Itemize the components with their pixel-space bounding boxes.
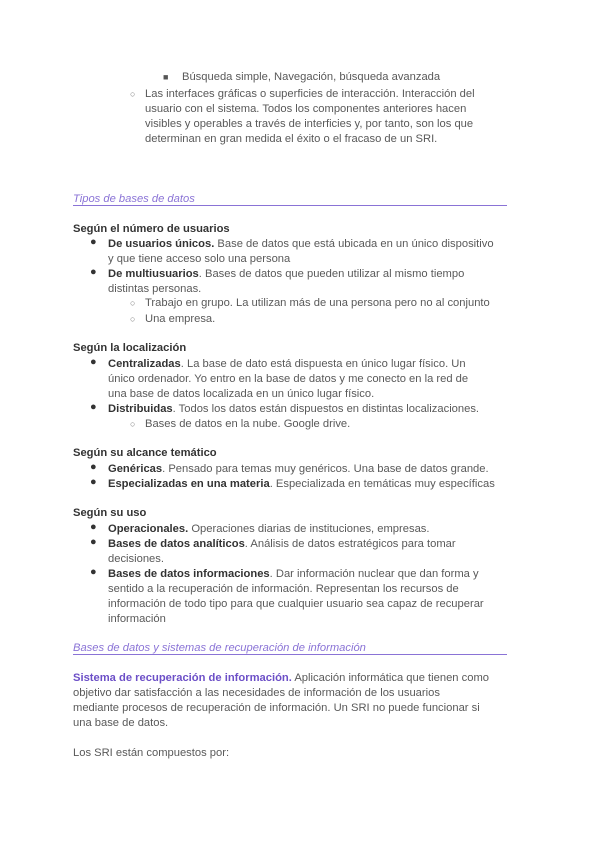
list-item-l2-line: determinan en gran medida el éxito o el fracaso de un SRI. bbox=[145, 133, 438, 145]
list-item: De usuarios únicos. Base de datos que está ubicada en un único dispositivo bbox=[108, 238, 494, 250]
hollow-bullet-icon: ○ bbox=[130, 89, 136, 99]
list-item-l2-line: usuario con el sistema. Todos los componentes anteriores hacen bbox=[145, 103, 467, 115]
filled-bullet-icon: ● bbox=[90, 566, 97, 578]
list-item: Especializadas en una materia. Especializada en temáticas muy específicas bbox=[108, 478, 495, 490]
filled-bullet-icon: ● bbox=[90, 266, 97, 278]
paragraph-line: Sistema de recuperación de información. Aplicación informática que tienen como bbox=[73, 672, 489, 684]
hollow-bullet-icon: ○ bbox=[130, 314, 136, 324]
list-item-line: y que tiene acceso solo una persona bbox=[108, 253, 291, 265]
section-underline bbox=[73, 654, 507, 655]
filled-bullet-icon: ● bbox=[90, 401, 97, 413]
paragraph-line: objetivo dar satisfacción a las necesidades de información de los usuarios bbox=[73, 687, 440, 699]
square-bullet-icon: ■ bbox=[163, 72, 169, 82]
sub-list-item: Trabajo en grupo. La utilizan más de una persona pero no al conjunto bbox=[145, 297, 490, 309]
list-item: Distribuidas. Todos los datos están dispuestos en distintas localizaciones. bbox=[108, 403, 480, 415]
filled-bullet-icon: ● bbox=[90, 536, 97, 548]
list-item: Bases de datos analíticos. Análisis de datos estratégicos para tomar bbox=[108, 538, 456, 550]
section-title-sri[interactable]: Bases de datos y sistemas de recuperación de información bbox=[73, 642, 366, 654]
list-item: Genéricas. Pensado para temas muy genéricos. Una base de datos grande. bbox=[108, 463, 489, 475]
sub-list-item: Una empresa. bbox=[145, 313, 216, 325]
closing-line: Los SRI están compuestos por: bbox=[73, 747, 230, 759]
filled-bullet-icon: ● bbox=[90, 236, 97, 248]
term-sri: Sistema de recuperación de información. bbox=[73, 672, 292, 684]
list-item-line: decisiones. bbox=[108, 553, 164, 565]
list-item: Operacionales. Operaciones diarias de instituciones, empresas. bbox=[108, 523, 430, 535]
paragraph-line: mediante procesos de recuperación de información. Un SRI no puede funcionar si bbox=[73, 702, 480, 714]
hollow-bullet-icon: ○ bbox=[130, 298, 136, 308]
filled-bullet-icon: ● bbox=[90, 476, 97, 488]
paragraph-line: una base de datos. bbox=[73, 717, 169, 729]
list-item-line: una base de datos localizada en un único lugar físico. bbox=[108, 388, 375, 400]
section-underline bbox=[73, 205, 507, 206]
hollow-bullet-icon: ○ bbox=[130, 419, 136, 429]
group-heading: Según su uso bbox=[73, 507, 147, 519]
group-heading: Según el número de usuarios bbox=[73, 223, 230, 235]
list-item: Bases de datos informaciones. Dar información nuclear que dan forma y bbox=[108, 568, 479, 580]
list-item-l2-line: visibles y operables a través de interficies y, por tanto, son los que bbox=[145, 118, 474, 130]
filled-bullet-icon: ● bbox=[90, 521, 97, 533]
sub-list-item: Bases de datos en la nube. Google drive. bbox=[145, 418, 351, 430]
list-item-line: único ordenador. Yo entro en la base de datos y me conecto en la red de bbox=[108, 373, 469, 385]
list-item: Centralizadas. La base de dato está dispuesta en único lugar físico. Un bbox=[108, 358, 466, 370]
list-item-line: información de todo tipo para que cualquier usuario sea capaz de recuperar bbox=[108, 598, 484, 610]
section-title-tipos[interactable]: Tipos de bases de datos bbox=[73, 193, 195, 205]
group-heading: Según su alcance temático bbox=[73, 447, 217, 459]
list-item-line: sentido a la recuperación de información. Representan los recursos de bbox=[108, 583, 459, 595]
list-item-line: distintas personas. bbox=[108, 283, 202, 295]
list-item-l2-line: Las interfaces gráficas o superficies de interacción. Interacción del bbox=[145, 88, 475, 100]
list-item-line: información bbox=[108, 613, 166, 625]
list-item: De multiusuarios. Bases de datos que pueden utilizar al mismo tiempo bbox=[108, 268, 465, 280]
list-item-l3: Búsqueda simple, Navegación, búsqueda avanzada bbox=[182, 71, 441, 83]
filled-bullet-icon: ● bbox=[90, 356, 97, 368]
filled-bullet-icon: ● bbox=[90, 461, 97, 473]
group-heading: Según la localización bbox=[73, 342, 187, 354]
